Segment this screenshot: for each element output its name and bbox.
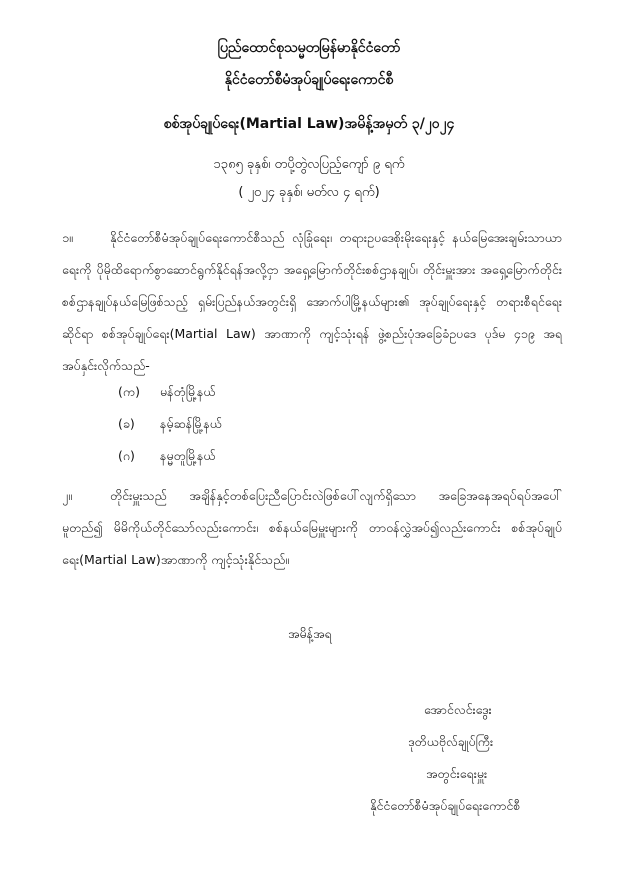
date-gregorian: ( ၂၀၂၄ ခုနှစ်၊ မတ်လ ၄ ရက်) — [238, 185, 380, 200]
list-item-mark: (က) — [118, 384, 140, 399]
paragraph-number: ၂။ — [62, 488, 72, 503]
signatory-rank: ဒုတိယဗိုလ်ချုပ်ကြီး — [408, 734, 494, 749]
list-item — [118, 416, 222, 435]
state-name-heading: ပြည်ထောင်စုသမ္မတမြန်မာနိုင်ငံတော် — [217, 40, 401, 56]
signatory-name: အောင်လင်းဒွေး — [424, 702, 492, 717]
list-item-label: မန်တုံမြို့နယ် — [160, 384, 216, 399]
list-item-mark: (ဂ) — [118, 448, 135, 463]
date-myanmar-calendar: ၁၃၈၅ ခုနှစ်၊ တပို့တွဲလပြည့်ကျော် ၉ ရက် — [213, 157, 405, 172]
paragraph-2 — [62, 480, 562, 576]
list-item-label: နမ့်ဆန်မြို့နယ် — [160, 416, 222, 431]
paragraph-text: တိုင်းမှူးသည် အချိန်နှင့်တစ်ပြေးညီပြောင်းလဲဖြစ်ပေါ်လျက်ရှိသော အခြေအနေအရပ်ရပ်အပေါ်မူတည်၍ မိမိကိုယ်တိုင်သော်လည်းကောင်း၊ စစ်နယ်မြေမှူးများကို တာဝန်လွှဲအပ်၍လည်းကောင်း စစ်အုပ်ချုပ်ရေး(Martial Law)အာဏာကို ကျင့်သုံးနိုင်သည်။ — [62, 488, 562, 567]
signatory-title: အတွင်းရေးမှူး — [426, 766, 488, 781]
list-item-mark: (ခ) — [118, 416, 135, 431]
list-item-label: နမ္မတူမြို့နယ် — [160, 448, 216, 463]
by-order-line: အမိန့်အရ — [288, 626, 332, 641]
paragraph-1 — [62, 222, 562, 382]
signatory-organization: နိုင်ငံတော်စီမံအုပ်ချုပ်ရေးကောင်စီ — [370, 798, 521, 813]
paragraph-number: ၁။ — [62, 230, 73, 245]
council-name-heading: နိုင်ငံတော်စီမံအုပ်ချုပ်ရေးကောင်စီ — [224, 72, 394, 88]
list-item — [118, 448, 216, 467]
paragraph-text: နိုင်ငံတော်စီမံအုပ်ချုပ်ရေးကောင်စီသည် လုံခြုံရေး၊ တရားဥပဒေစိုးမိုးရေးနှင့် နယ်မြေအေးချမ်းသာယာရေးကို ပိုမိုထိရောက်စွာဆောင်ရွက်နိုင်ရန်အလို့ငှာ အရှေ့မြောက်တိုင်းစစ်ဌာနချုပ်၊ တိုင်းမှူးအား အရှေ့မြောက်တိုင်းစစ်ဌာနချုပ်နယ်မြေဖြစ်သည့် ရှမ်းပြည်နယ်အတွင်းရှိ အောက်ပါမြို့နယ်များ၏ အုပ်ချုပ်ရေးနှင့် တရားစီရင်ရေးဆိုင်ရာ စစ်အုပ်ချုပ်ရေး(Martial Law) အာဏာကို ကျင့်သုံးရန် ဖွဲ့စည်းပုံအခြေခံဥပဒေ ပုဒ်မ ၄၁၉ အရ အပ်နှင်းလိုက်သည်- — [62, 230, 562, 373]
order-title: စစ်အုပ်ချုပ်ရေး(Martial Law)အမိန့်အမှတ် ၃/၂၀၂၄ — [163, 116, 455, 132]
list-item — [118, 384, 216, 403]
